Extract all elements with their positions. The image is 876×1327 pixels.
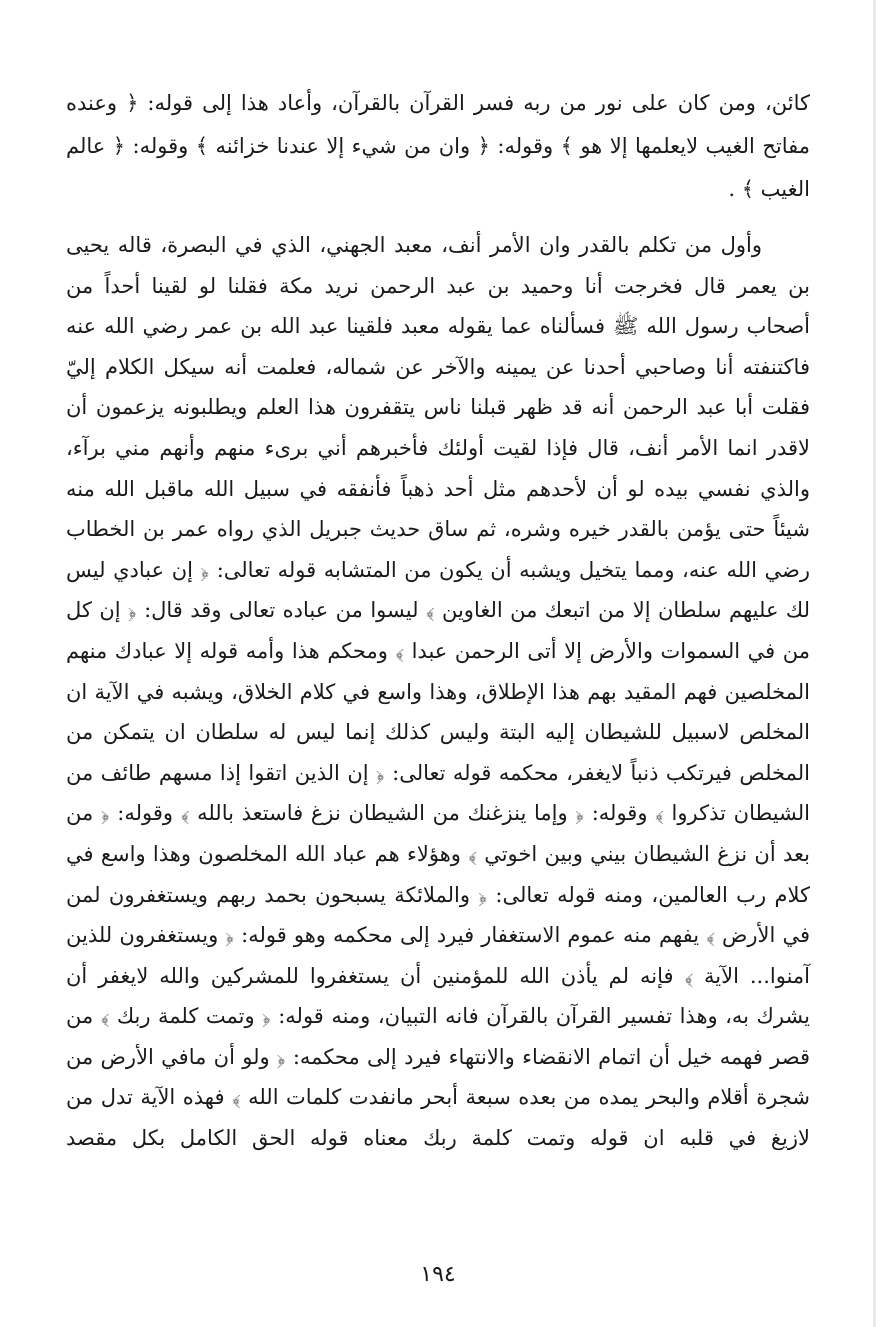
body-text [66,82,810,1159]
paragraph-main: وأول من تكلم بالقدر وان الأمر أنف، معبد الجهني، الذي في البصرة، قاله يحيى بن يعمر قال فخرجت أنا وحميد بن عبد الرحمن نريد مكة فقلنا لو لقينا أحداً من أصحاب رسول الله ﷺ فسألناه عما يقوله معبد فلقينا عبد الله بن عمر رضي الله عنه فاكتنفته أنا وصاحبي أحدنا عن يمينه والآخر عن شماله، فعلمت أنه سيكل الكلام إليّ فقلت أبا عبد الرحمن أنه قد ظهر قبلنا ناس يتقفرون هذا العلم ويطلبونه يزعمون أن لاقدر انما الأمر أنف، قال فإذا لقيت أولئك فأخبرهم أني برىء منهم وأنهم مني برآء، والذي نفسي بيده لو أن لأحدهم مثل أحد ذهباً فأنفقه في سبيل الله ماقبل الله منه شيئاً حتى يؤمن بالقدر خيره وشره، ثم ساق حديث جبريل الذي رواه عمر بن الخطاب رضي الله عنه، ومما يتخيل ويشبه أن يكون من المتشابه قوله تعالى: ﴿ إن عبادي ليس لك عليهم سلطان إلا من اتبعك من الغاوين ﴾ ليسوا من عباده تعالى وقد قال: ﴿ إن كل من في السموات والأرض إلا أتى الرحمن عبدا ﴾ ومحكم هذا وأمه قوله إلا عبادك منهم المخلصين فهم المقيد بهم هذا الإطلاق، وهذا واسع في كلام الخلاق، ويشبه في الآية ان المخلص لاسبيل للشيطان إليه البتة وليس كذلك إنما ليس له سلطان ان يتمكن من المخلص فيرتكب ذنباً لايغفر، محكمه قوله تعالى: ﴿ إن الذين اتقوا إذا مسهم طائف من الشيطان تذكروا ﴾ وقوله: ﴿ وإما ينزغنك من الشيطان نزغ فاستعذ بالله ﴾ وقوله: ﴿ من بعد أن نزغ الشيطان بيني وبين اخوتي ﴾ وهؤلاء هم عباد الله المخلصون وهذا واسع في كلام رب العالمين، ومنه قوله تعالى: ﴿ والملائكة يسبحون بحمد ربهم ويستغفرون لمن في الأرض ﴾ يفهم منه عموم الاستغفار فيرد إلى محكمه وهو قوله: ﴿ ويستغفرون للذين آمنوا... الآية ﴾ فإنه لم يأذن الله للمؤمنين أن يستغفروا للمشركين والله لايغفر أن يشرك به، وهذا تفسير القرآن بالقرآن فانه التبيان، ومنه قوله: ﴿ وتمت كلمة ربك ﴾ من قصر فهمه خيل أن اتمام الانقضاء والانتهاء فيرد إلى محكمه: ﴿ ولو أن مافي الأرض من شجرة أقلام والبحر يمده من بعده سبعة أبحر مانفدت كلمات الله ﴾ فهذه الآية تدل من لازيغ في قلبه ان قوله وتمت كلمة ربك معناه قوله الحق الكامل بكل مقصد [66,233,811,1151]
page-number: ١٩٤ [420,1262,456,1287]
paragraph-continuation: كائن، ومن كان على نور من ربه فسر القرآن بالقرآن، وأعاد هذا إلى قوله: ﴿ وعنده مفاتح الغيب لايعلمها إلا هو ﴾ وقوله: ﴿ وان من شيء إلا عندنا خزائنه ﴾ وقوله: ﴿ عالم الغيب ﴾ . [66,91,810,201]
